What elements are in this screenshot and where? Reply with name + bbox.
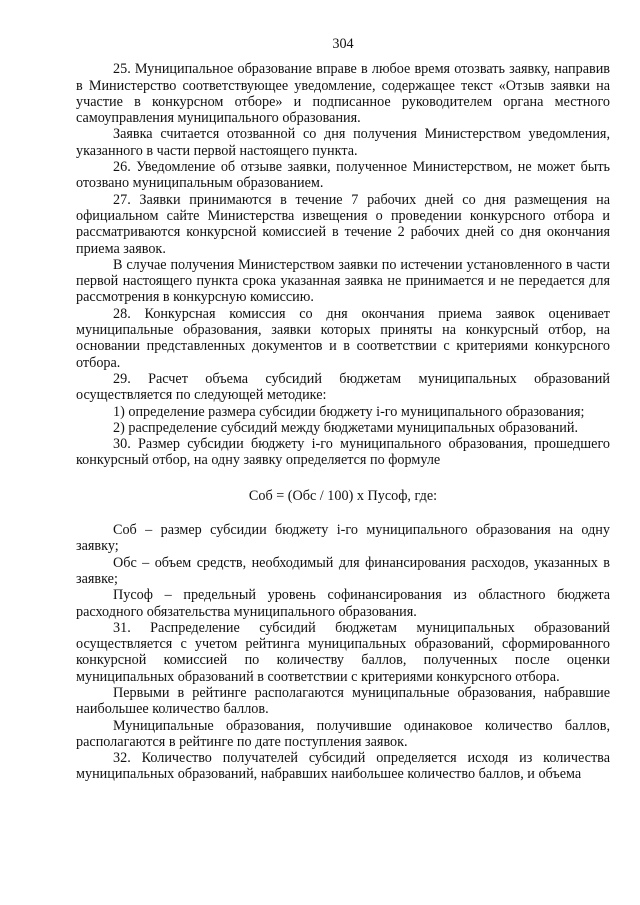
paragraph-25: 25. Муниципальное образование вправе в любое время отозвать заявку, направив в Министерство соответствующее уведомление, содержащее текст «Отзыв заявки на участие в конкурсном отборе» и подписанное руководителем органа местного самоуправления муниципального образования. [76,61,610,127]
paragraph-27-late-application: В случае получения Министерством заявки по истечении установленного в части первой настоящего пункта срока указанная заявка не принимается и не передается для рассмотрения в конкурсную комиссию. [76,256,610,306]
paragraph-29-item-2: 2) распределение субсидий между бюджетами муниципальных образований. [113,419,579,436]
paragraph-25-revocation-date: Заявка считается отозванной со дня получения Министерством уведомления, указанного в части первой настоящего пункта. [76,126,610,159]
paragraph-31-equal-score: Муниципальные образования, получившие одинаковое количество баллов, располагаются в рейтинге по дате поступления заявок. [76,717,610,750]
subsidy-formula: Соб = (Обс / 100) x Пусоф, где: [248,487,438,504]
paragraph-27: 27. Заявки принимаются в течение 7 рабочих дней со дня размещения на официальном сайте Министерства извещения о проведении конкурсного отбора и рассматриваются конкурсной комиссией в течение 2 рабочих дней со дня окончания приема заявок. [76,191,610,257]
page-number: 304 [332,36,354,52]
paragraph-30: 30. Размер субсидии бюджету i-го муниципального образования, прошедшего конкурсный отбор, на одну заявку определяется по формуле [76,436,610,469]
paragraph-28: 28. Конкурсная комиссия со дня окончания приема заявок оценивает муниципальные образования, заявки которых приняты на конкурсный отбор, на основании представленных документов и в соответствии с критериями конкурсного отбора. [76,305,610,371]
paragraph-31: 31. Распределение субсидий бюджетам муниципальных образований осуществляется с учетом рейтинга муниципальных образований, сформированного конкурсной комиссией по количеству баллов, полученных после оценки муниципальных образований в соответствии с критериями конкурсного отбора. [76,619,610,685]
paragraph-29-item-1: 1) определение размера субсидии бюджету i-го муниципального образования; [113,403,585,420]
paragraph-26: 26. Уведомление об отзыве заявки, полученное Министерством, не может быть отозвано муниципальным образованием. [76,159,610,192]
paragraph-31-top-ranked: Первыми в рейтинге располагаются муниципальные образования, набравшие наибольшее количество баллов. [76,684,610,718]
paragraph-29: 29. Расчет объема субсидий бюджетам муниципальных образований осуществляется по следующей методике: [76,370,610,404]
definition-pusof: Пусоф – предельный уровень софинансирования из областного бюджета расходного обязательства муниципального образования. [76,587,610,620]
definition-obs: Обс – объем средств, необходимый для финансирования расходов, указанных в заявке; [76,554,610,587]
document-page [76,36,610,783]
definition-sob: Соб – размер субсидии бюджету i-го муниципального образования на одну заявку; [76,522,610,555]
paragraph-32: 32. Количество получателей субсидий определяется исходя из количества муниципальных образований, набравших наибольшее количество баллов, и объема [76,750,610,783]
